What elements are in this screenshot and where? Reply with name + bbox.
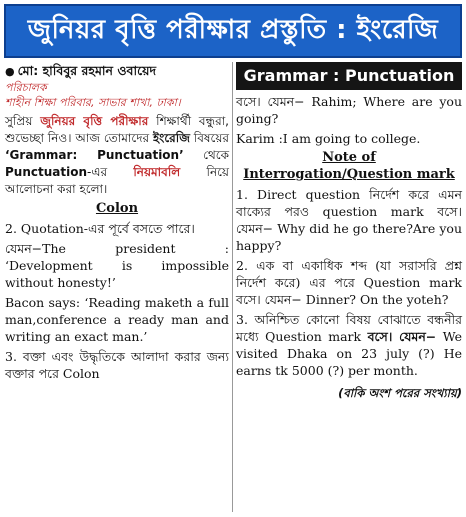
left-column [5,62,229,382]
question-mark-heading: Note of Interrogation/Question mark [243,150,455,182]
right-column [236,62,462,404]
column-divider [232,62,233,512]
section-title-box: Grammar : Punctuation [236,62,462,90]
colon-rule-2: 2. Quotation-এর পূর্বে বসতে পারে। [5,221,195,236]
question-rule-1: 1. Direct question নির্দেশ করে এমন বাক্যের পরও question mark বসে। যেমন− Why did he go there?Are you happy? [236,187,462,253]
author-role: পরিচালক [5,81,47,94]
colon-example-1: যেমন−The president : ‘Development is impossible without honesty!’ [5,241,229,290]
question-rule-2: 2. এক বা একাধিক শব্দ (যা সরাসরি প্রশ্ন নির্দেশ করে) এর পরে Question mark বসে। যেমন− Dinner? On the yoteh? [236,258,462,307]
colon-rule-3: 3. বক্তা এবং উদ্ধৃতিকে আলাদা করার জন্য বক্তার পরে Colon [5,349,229,381]
intro-paragraph: সুপ্রিয় জুনিয়র বৃত্তি পরীক্ষার শিক্ষার্থী বন্ধুরা, শুভেচ্ছা নিও। আজ তোমাদের ইংরেজি বিষয়ের ‘Grammar: Punctuation’ থেকে Punctuation-এর নিয়মাবলি নিয়ে আলোচনা করা হলো। [5,114,229,196]
author-org: শাহীন শিক্ষা পরিবার, সাভার শাখা, ঢাকা। [5,96,181,109]
page-banner [4,4,462,58]
colon-example-2: Bacon says: ‘Reading maketh a full man,conference a ready man and writing an exact man.’ [5,295,229,344]
colon-continued: বসে। যেমন− Rahim; Where are you going? [236,94,462,126]
colon-continued-example: Karim :I am going to college. [236,131,421,146]
question-rule-3: 3. অনিশ্চিত কোনো বিষয় বোঝাতে বন্ধনীর মধ্যে Question mark বসে। যেমন− We visited Dhaka on 23 july (?) He earns tk 5000 (?) per month. [236,312,462,378]
banner-title: জুনিয়র বৃত্তি পরীক্ষার প্রস্তুতি : ইংরেজি [27,15,439,45]
bullet-icon: ● [5,65,15,78]
continued-note: (বাকি অংশ পরের সংখ্যায়) [338,386,462,400]
colon-heading: Colon [95,201,139,216]
author-name: ● মো: হাবিবুর রহমান ওবায়েদ [5,63,157,78]
